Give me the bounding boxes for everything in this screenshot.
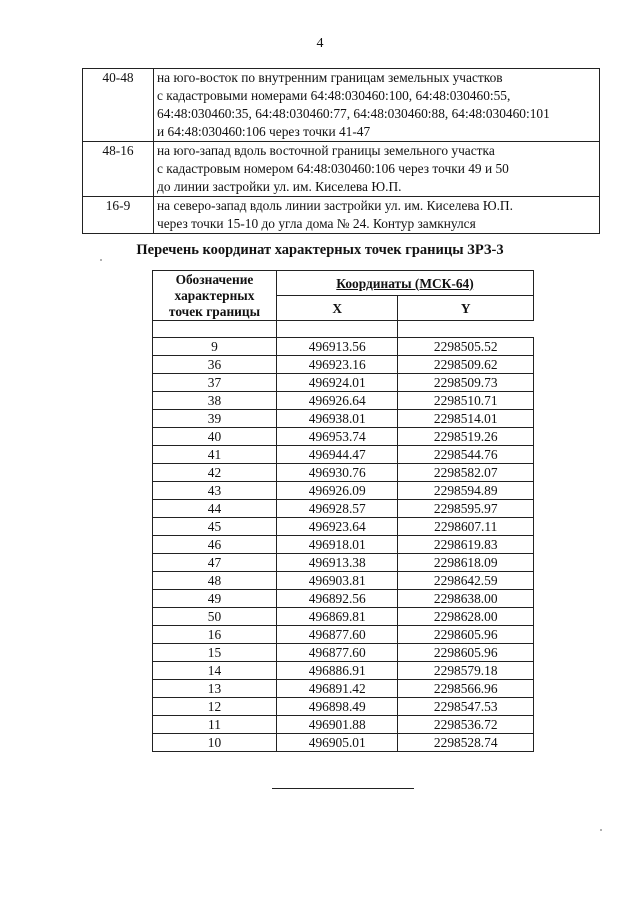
x-value-cell: 496938.01 [277,410,398,428]
scan-speck [100,259,102,261]
y-value-cell: 2298607.11 [398,518,534,536]
x-value-cell: 496926.64 [277,392,398,410]
y-value-cell: 2298642.59 [398,572,534,590]
description-line: с кадастровыми номерами 64:48:030460:100, 64:48:030460:55, [157,88,511,103]
coordinate-row [153,356,534,374]
y-value-cell: 2298618.09 [398,554,534,572]
coordinate-row [153,716,534,734]
coordinate-row [153,428,534,446]
segment-description [154,197,600,234]
description-line: 64:48:030460:35, 64:48:030460:77, 64:48:030460:88, 64:48:030460:101 [157,106,550,121]
route-row [83,197,600,234]
y-column-header: Y [398,296,534,321]
coordinate-row [153,338,534,356]
point-id-cell: 39 [153,410,277,428]
x-value-cell: 496926.09 [277,482,398,500]
description-line: с кадастровым номером 64:48:030460:106 через точки 49 и 50 [157,161,509,176]
coordinate-row [153,626,534,644]
point-id-cell: 45 [153,518,277,536]
point-id-cell: 48 [153,572,277,590]
x-value-cell: 496905.01 [277,734,398,752]
route-row [83,142,600,197]
point-id-cell: 46 [153,536,277,554]
x-header-spacer [153,321,277,338]
y-value-cell: 2298528.74 [398,734,534,752]
x-value-cell: 496923.16 [277,356,398,374]
coordinate-row [153,446,534,464]
y-value-cell: 2298547.53 [398,698,534,716]
y-value-cell: 2298638.00 [398,590,534,608]
y-value-cell: 2298509.73 [398,374,534,392]
route-row [83,69,600,142]
coordinate-row [153,518,534,536]
point-header-line: точек границы [168,304,261,319]
y-value-cell: 2298605.96 [398,644,534,662]
coordinates-system-header [277,271,534,296]
point-id-cell: 10 [153,734,277,752]
description-line: на юго-запад вдоль восточной границы земельного участка [157,143,495,158]
point-column-header [153,271,277,321]
footer-divider [272,788,414,789]
coordinate-row [153,392,534,410]
x-value-cell: 496898.49 [277,698,398,716]
x-column-header: X [277,296,398,321]
y-value-cell: 2298566.96 [398,680,534,698]
coord-header-row [153,271,534,296]
x-value-cell: 496930.76 [277,464,398,482]
segment-label: 48-16 [83,142,154,197]
x-value-cell: 496944.47 [277,446,398,464]
x-value-cell: 496918.01 [277,536,398,554]
coordinates-title: Перечень координат характерных точек границы ЗРЗ-3 [136,242,504,258]
description-line: и 64:48:030460:106 через точки 41-47 [157,124,371,139]
segment-label: 40-48 [83,69,154,142]
point-id-cell: 13 [153,680,277,698]
coordinate-row [153,554,534,572]
segment-description [154,142,600,197]
y-value-cell: 2298619.83 [398,536,534,554]
x-value-cell: 496891.42 [277,680,398,698]
description-line: до линии застройки ул. им. Киселева Ю.П. [157,179,402,194]
y-value-cell: 2298514.01 [398,410,534,428]
coordinates-body [153,338,534,752]
segment-label: 16-9 [83,197,154,234]
y-header-spacer [277,321,398,338]
description-line: на северо-запад вдоль линии застройки ул. им. Киселева Ю.П. [157,198,513,213]
point-id-cell: 11 [153,716,277,734]
point-id-cell: 41 [153,446,277,464]
x-value-cell: 496892.56 [277,590,398,608]
coordinate-row [153,608,534,626]
y-value-cell: 2298582.07 [398,464,534,482]
coordinate-row [153,572,534,590]
point-id-cell: 40 [153,428,277,446]
point-id-cell: 38 [153,392,277,410]
description-line: через точки 15-10 до угла дома № 24. Контур замкнулся [157,216,476,231]
y-value-cell: 2298510.71 [398,392,534,410]
coordinate-row [153,536,534,554]
description-line: на юго-восток по внутренним границам земельных участков [157,70,503,85]
point-id-cell: 9 [153,338,277,356]
coordinate-row [153,734,534,752]
x-value-cell: 496877.60 [277,644,398,662]
x-value-cell: 496903.81 [277,572,398,590]
segment-description [154,69,600,142]
point-id-cell: 14 [153,662,277,680]
coordinate-row [153,644,534,662]
x-value-cell: 496928.57 [277,500,398,518]
x-value-cell: 496877.60 [277,626,398,644]
y-value-cell: 2298579.18 [398,662,534,680]
page-number: 4 [316,36,324,51]
x-value-cell: 496869.81 [277,608,398,626]
x-value-cell: 496953.74 [277,428,398,446]
point-header-line: Обозначение [175,272,254,287]
x-value-cell: 496924.01 [277,374,398,392]
y-value-cell: 2298544.76 [398,446,534,464]
coordinate-row [153,374,534,392]
coordinates-system-label: Координаты (МСК-64) [336,275,474,291]
x-value-cell: 496923.64 [277,518,398,536]
y-value-cell: 2298605.96 [398,626,534,644]
y-value-cell: 2298519.26 [398,428,534,446]
route-description-table [82,68,600,234]
point-id-cell: 36 [153,356,277,374]
x-value-cell: 496913.56 [277,338,398,356]
y-value-cell: 2298536.72 [398,716,534,734]
coordinate-row [153,680,534,698]
point-id-cell: 43 [153,482,277,500]
header-spacer-row [153,321,534,338]
point-id-cell: 16 [153,626,277,644]
coordinate-row [153,662,534,680]
x-value-cell: 496901.88 [277,716,398,734]
point-id-cell: 12 [153,698,277,716]
x-value-cell: 496886.91 [277,662,398,680]
scan-speck [600,829,602,831]
point-id-cell: 37 [153,374,277,392]
y-value-cell: 2298595.97 [398,500,534,518]
y-value-cell: 2298594.89 [398,482,534,500]
coordinate-row [153,410,534,428]
point-id-cell: 15 [153,644,277,662]
y-value-cell: 2298509.62 [398,356,534,374]
point-header-line: характерных [174,288,255,303]
coordinate-row [153,500,534,518]
point-id-cell: 44 [153,500,277,518]
y-value-cell: 2298505.52 [398,338,534,356]
point-id-cell: 47 [153,554,277,572]
coordinates-table [152,270,534,752]
x-value-cell: 496913.38 [277,554,398,572]
point-id-cell: 49 [153,590,277,608]
coordinate-row [153,590,534,608]
y-value-cell: 2298628.00 [398,608,534,626]
coordinate-row [153,464,534,482]
point-id-cell: 42 [153,464,277,482]
point-id-cell: 50 [153,608,277,626]
coordinate-row [153,698,534,716]
coordinate-row [153,482,534,500]
